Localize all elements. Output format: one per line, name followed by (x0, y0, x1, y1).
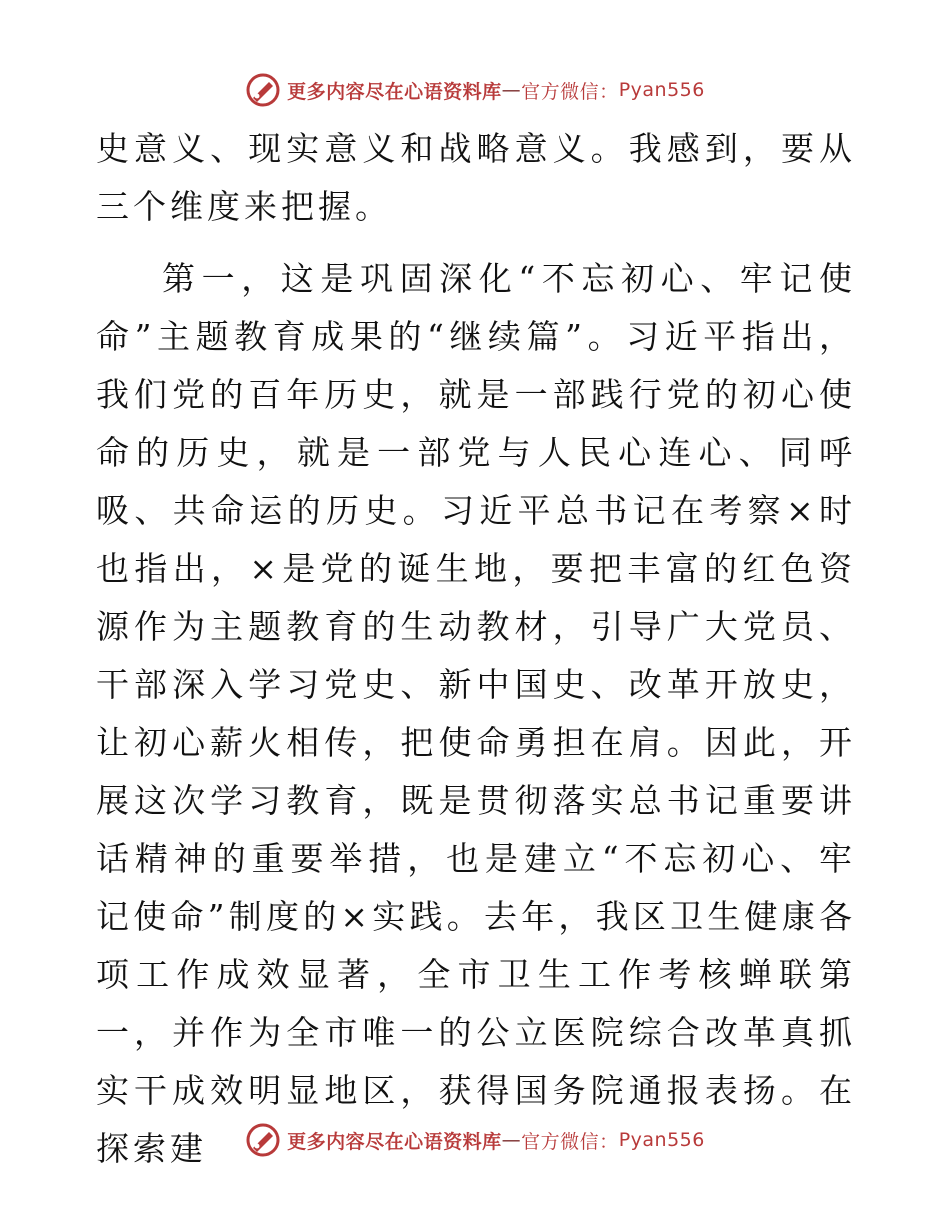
watermark-label: 官方微信： (521, 80, 619, 103)
paragraph-2: 第一，这是巩固深化“不忘初心、牢记使命”主题教育成果的“继续篇”。习近平指出，我们党的百年历史，就是一部践行党的初心使命的历史，就是一部党与人民心连心、同呼吸、共命运的历史。习近平总书记在考察×时也指出，×是党的诞生地，要把丰富的红色资源作为主题教育的生动教材，引导广大党员、干部深入学习党史、新中国史、改革开放史，让初心薪火相传，把使命勇担在肩。因此，开展这次学习教育，既是贯彻落实总书记重要讲话精神的重要举措，也是建立“不忘初心、牢记使命”制度的×实践。去年，我区卫生健康各项工作成效显著，全市卫生工作考核蝉联第一，并作为全市唯一的公立医院综合改革真抓实干成效明显地区，获得国务院通报表扬。在探索建 (96, 259, 856, 1168)
watermark-header (0, 70, 950, 110)
watermark-id: Pyan556 (618, 79, 705, 101)
pen-logo-icon (245, 72, 281, 108)
watermark-separator: — (501, 1129, 522, 1151)
document-body (96, 120, 856, 1178)
paragraph-1: 史意义、现实意义和战略意义。我感到，要从三个维度来把握。 (96, 129, 856, 226)
watermark-text: 更多内容尽在心语资料库 (287, 1130, 502, 1153)
watermark-text: 更多内容尽在心语资料库 (287, 80, 502, 103)
watermark-id: Pyan556 (618, 1129, 705, 1151)
watermark-label: 官方微信： (521, 1130, 619, 1153)
watermark-separator: — (501, 79, 522, 101)
watermark-footer (0, 1120, 950, 1160)
pen-logo-icon (245, 1122, 281, 1158)
